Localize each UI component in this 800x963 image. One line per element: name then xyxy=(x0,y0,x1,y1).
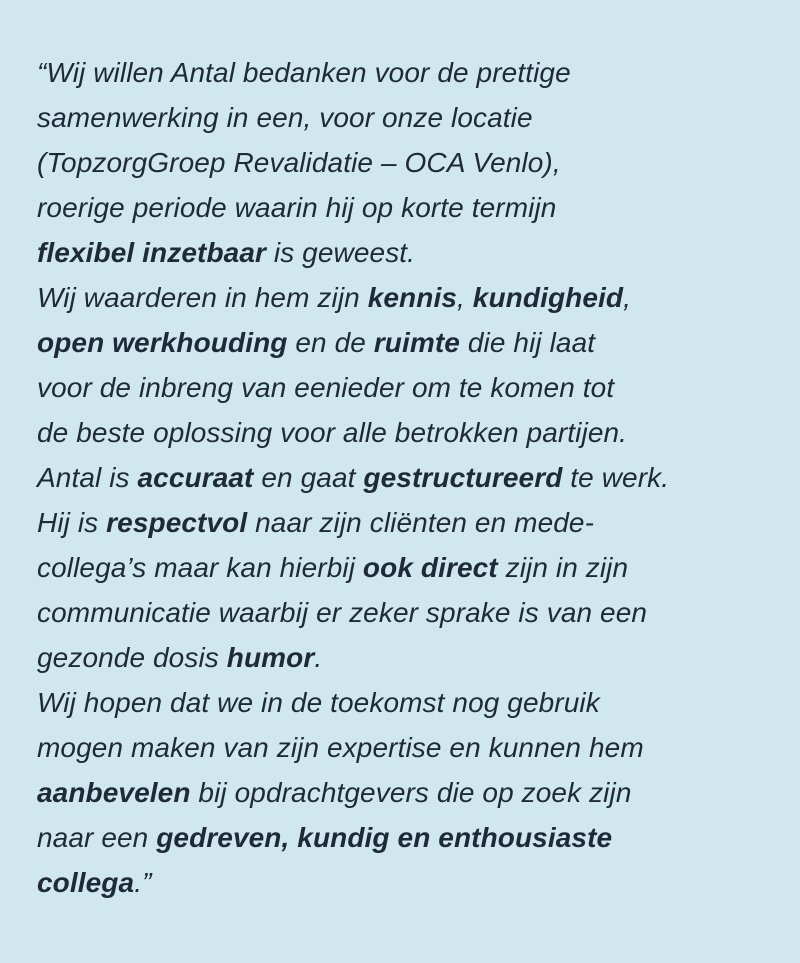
emphasized-text: respectvol xyxy=(106,507,248,538)
quote-line xyxy=(37,140,780,185)
quote-line xyxy=(37,275,780,320)
emphasized-text: ruimte xyxy=(373,327,460,358)
emphasized-text: humor xyxy=(226,642,315,673)
quote-text: communicatie waarbij er zeker sprake is van een xyxy=(37,597,648,628)
quote-text: .” xyxy=(134,867,152,898)
quote-text: samenwerking in een, voor onze locatie xyxy=(37,102,533,133)
quote-text: naar zijn cliënten en mede- xyxy=(247,507,595,538)
quote-line xyxy=(37,635,780,680)
emphasized-text: flexibel inzetbaar xyxy=(37,237,266,268)
quote-line xyxy=(37,815,780,860)
quote-line xyxy=(37,320,780,365)
emphasized-text: collega xyxy=(37,867,135,898)
quote-line xyxy=(37,365,780,410)
quote-line xyxy=(37,50,780,95)
emphasized-text: accuraat xyxy=(137,462,254,493)
quote-line xyxy=(37,770,780,815)
emphasized-text: open werkhouding xyxy=(37,327,288,358)
emphasized-text: kundigheid xyxy=(472,282,624,313)
quote-text: te werk. xyxy=(562,462,670,493)
quote-text: voor de inbreng van eenieder om te komen tot xyxy=(37,372,615,403)
emphasized-text: gedreven, kundig en enthousiaste xyxy=(156,822,613,853)
quote-text: is geweest. xyxy=(266,237,416,268)
quote-line xyxy=(37,725,780,770)
quote-text: collega’s maar kan hierbij xyxy=(37,552,363,583)
quote-text: bij opdrachtgevers die op zoek zijn xyxy=(190,777,632,808)
quote-text: naar een xyxy=(37,822,157,853)
emphasized-text: gestructureerd xyxy=(363,462,563,493)
quote-line xyxy=(37,95,780,140)
quote-line xyxy=(37,410,780,455)
quote-text: en de xyxy=(287,327,374,358)
quote-text: , xyxy=(457,282,473,313)
quote-text: Antal is xyxy=(37,462,138,493)
quote-text: mogen maken van zijn expertise en kunnen hem xyxy=(37,732,644,763)
quote-text: roerige periode waarin hij op korte termijn xyxy=(37,192,557,223)
quote-line xyxy=(37,680,780,725)
quote-text: zijn in zijn xyxy=(497,552,629,583)
emphasized-text: ook direct xyxy=(362,552,498,583)
quote-text: die hij laat xyxy=(460,327,596,358)
quote-text: Wij hopen dat we in de toekomst nog gebruik xyxy=(37,687,600,718)
quote-text: en gaat xyxy=(253,462,364,493)
emphasized-text: kennis xyxy=(367,282,458,313)
quote-line xyxy=(37,230,780,275)
quote-text: “Wij willen Antal bedanken voor de prettige xyxy=(37,57,571,88)
quote-line xyxy=(37,545,780,590)
quote-text: . xyxy=(314,642,323,673)
quote-text: gezonde dosis xyxy=(37,642,227,673)
quote-text: de beste oplossing voor alle betrokken partijen. xyxy=(37,417,628,448)
quote-line xyxy=(37,455,780,500)
quote-line xyxy=(37,590,780,635)
quote-line xyxy=(37,860,780,905)
quote-text: (TopzorgGroep Revalidatie – OCA Venlo), xyxy=(37,147,561,178)
emphasized-text: aanbevelen xyxy=(37,777,191,808)
quote-text: Wij waarderen in hem zijn xyxy=(37,282,368,313)
quote-text: , xyxy=(623,282,631,313)
quote-text: Hij is xyxy=(37,507,107,538)
quote-line xyxy=(37,185,780,230)
quote-line xyxy=(37,500,780,545)
